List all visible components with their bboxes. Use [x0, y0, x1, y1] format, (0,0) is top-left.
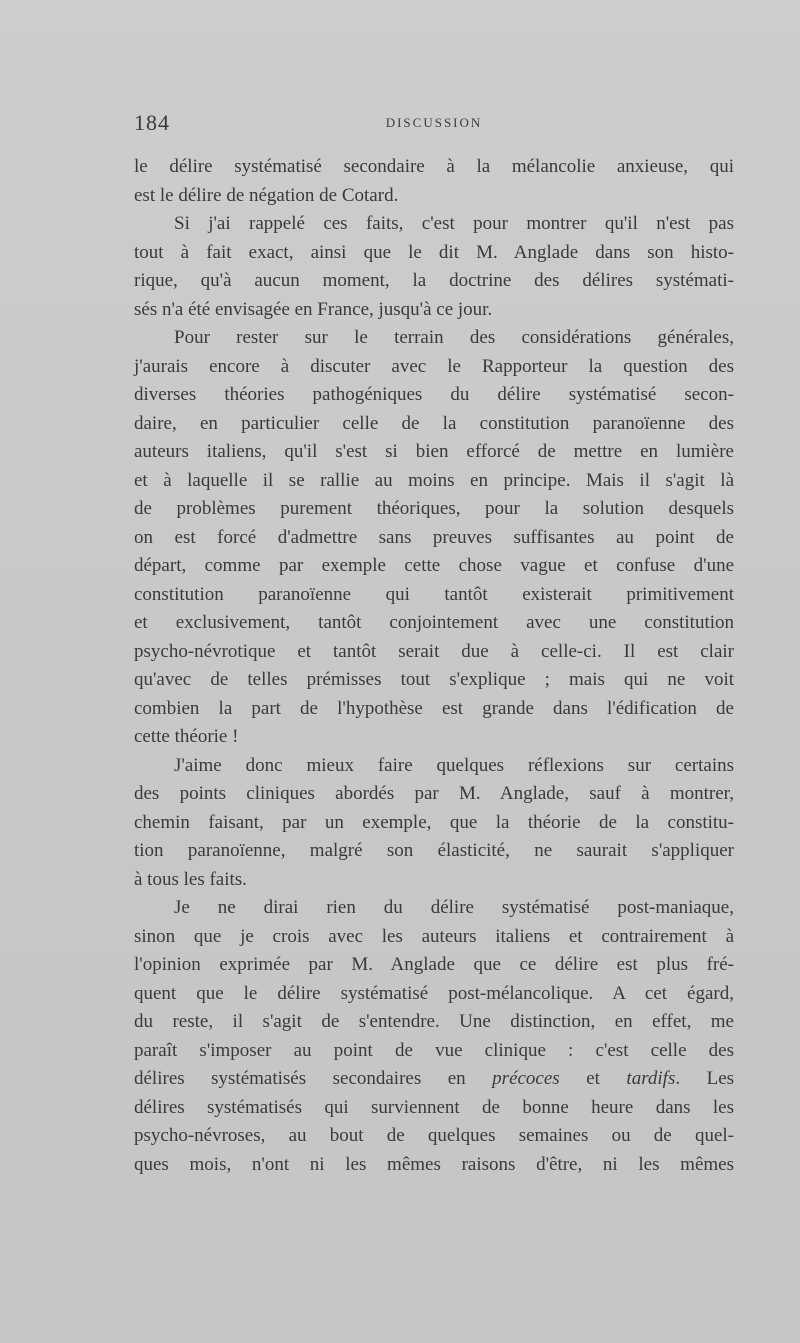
text-line: rique, qu'à aucun moment, la doctrine des délires systémati-: [134, 270, 734, 291]
text-line: et à laquelle il se rallie au moins en principe. Mais il s'agit là: [134, 469, 734, 491]
text-line: diverses théories pathogéniques du délire systématisé secon-: [134, 384, 734, 405]
text-line: délires systématisés qui surviennent de bonne heure dans les: [134, 1096, 734, 1118]
text-line: tion paranoïenne, malgré son élasticité, ne saurait s'appliquer: [134, 840, 734, 861]
text-line: tout à fait exact, ainsi que le dit M. Anglade dans son histo-: [134, 241, 734, 263]
text-line: de problèmes purement théoriques, pour la solution desquels: [134, 498, 734, 519]
text-run: . Les: [675, 1068, 735, 1089]
body-text: [134, 153, 734, 1179]
text-line: paraît s'imposer au point de vue clinique : c'est celle des: [134, 1039, 734, 1061]
text-line: l'opinion exprimée par M. Anglade que ce délire est plus fré-: [134, 954, 734, 975]
text-line: qu'avec de telles prémisses tout s'explique ; mais qui ne voit: [134, 669, 734, 690]
text-line: et exclusivement, tantôt conjointement avec une constitution: [134, 612, 734, 633]
text-line: quent que le délire systématisé post-mélancolique. A cet égard,: [134, 982, 734, 1004]
text-line: Je ne dirai rien du délire systématisé post-maniaque,: [174, 897, 734, 918]
text-line: cette théorie !: [134, 726, 239, 747]
text-line: le délire systématisé secondaire à la mélancolie anxieuse, qui: [134, 156, 734, 177]
text-line: est le délire de négation de Cotard.: [134, 184, 399, 206]
text-line: ques mois, n'ont ni les mêmes raisons d'être, ni les mêmes: [134, 1153, 734, 1175]
text-line: on est forcé d'admettre sans preuves suffisantes au point de: [134, 526, 734, 548]
text-line: auteurs italiens, qu'il s'est si bien efforcé de mettre en lumière: [134, 441, 734, 462]
text-line: daire, en particulier celle de la constitution paranoïenne des: [134, 412, 734, 434]
italic-term: tardifs: [626, 1068, 676, 1089]
text-line: à tous les faits.: [134, 868, 247, 890]
text-line: des points cliniques abordés par M. Anglade, sauf à montrer,: [134, 783, 734, 804]
text-line: Si j'ai rappelé ces faits, c'est pour montrer qu'il n'est pas: [174, 213, 734, 234]
text-line: du reste, il s'agit de s'entendre. Une distinction, en effet, me: [134, 1011, 734, 1032]
text-line: chemin faisant, par un exemple, que la théorie de la constitu-: [134, 811, 734, 833]
text-line: Pour rester sur le terrain des considérations générales,: [174, 327, 734, 348]
running-head: DISCUSSION: [385, 115, 483, 130]
text-line: J'aime donc mieux faire quelques réflexions sur certains: [174, 754, 734, 776]
text-line: j'aurais encore à discuter avec le Rapporteur la question des: [134, 355, 734, 377]
italic-term: précoces: [492, 1068, 560, 1089]
text-line: psycho-névroses, au bout de quelques semaines ou de quel-: [134, 1125, 734, 1146]
text-line: sés n'a été envisagée en France, jusqu'à ce jour.: [134, 298, 493, 320]
page-header: [134, 110, 734, 140]
text-line: constitution paranoïenne qui tantôt existerait primitivement: [134, 583, 734, 605]
text-line: combien la part de l'hypothèse est grande dans l'édification de: [134, 697, 734, 719]
text-run: délires systématisés secondaires en: [134, 1068, 466, 1089]
page-number: 184: [134, 110, 170, 135]
text-line: sinon que je crois avec les auteurs italiens et contrairement à: [134, 925, 734, 947]
text-line-mixed: [134, 1065, 734, 1094]
text-line: départ, comme par exemple cette chose vague et confuse d'une: [134, 555, 734, 576]
text-run: et: [586, 1068, 600, 1089]
text-line: psycho-névrotique et tantôt serait due à celle-ci. Il est clair: [134, 640, 734, 662]
